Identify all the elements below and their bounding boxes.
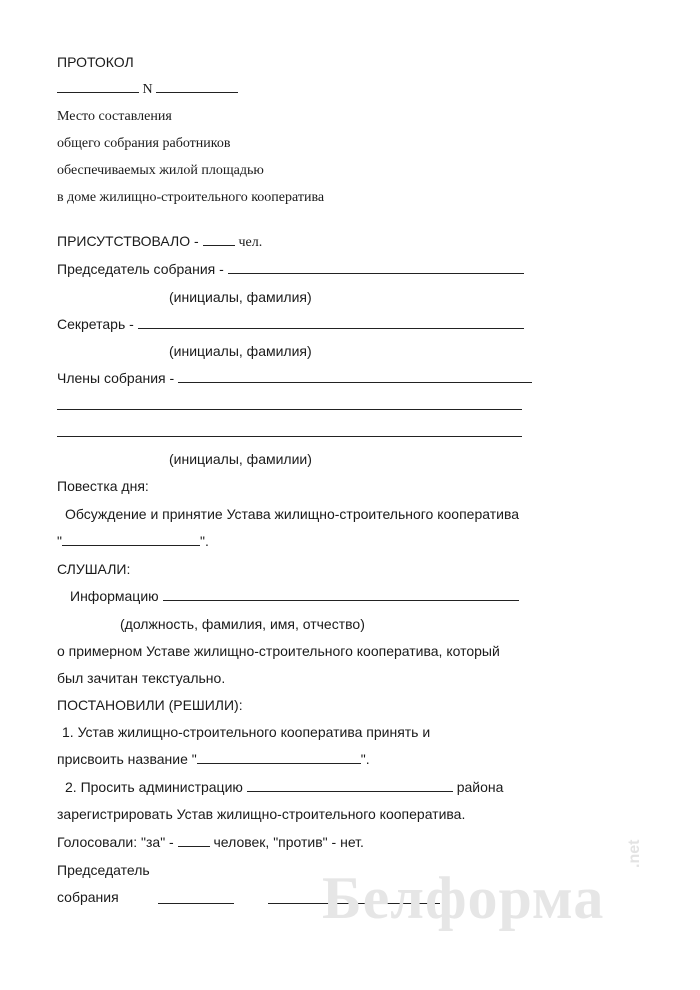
present-unit: чел. xyxy=(238,235,263,250)
document-title: ПРОТОКОЛ xyxy=(57,54,134,70)
place-line-2: общего собрания работников xyxy=(57,136,231,151)
members-blank-2[interactable] xyxy=(57,409,522,410)
chairman-blank[interactable] xyxy=(228,261,524,274)
heard-text-1: о примерном Уставе жилищно-строительного кооператива, который xyxy=(57,643,500,659)
watermark-logo: Белформа xyxy=(322,865,605,931)
decision-1-suffix: ". xyxy=(360,751,370,767)
decision-2-line-1 xyxy=(65,779,503,795)
vote-row xyxy=(57,834,364,850)
agenda-name-row xyxy=(57,533,209,549)
protocol-number-row xyxy=(57,80,238,98)
members-blank-3[interactable] xyxy=(57,436,522,437)
signature-title-2: собрания xyxy=(57,889,119,905)
decision-2-prefix: 2. Просить администрацию xyxy=(65,779,243,795)
decision-1-prefix: присвоить название " xyxy=(57,751,197,767)
secretary-row xyxy=(57,316,524,332)
place-line-3: обеспечиваемых жилой площадью xyxy=(57,163,264,178)
chairman-label: Председатель собрания - xyxy=(57,261,224,277)
heard-text-2: был зачитан текстуально. xyxy=(57,670,226,686)
vote-suffix: человек, "против" - нет. xyxy=(213,834,364,850)
date-blank[interactable] xyxy=(57,80,139,93)
secretary-hint: (инициалы, фамилия) xyxy=(169,343,312,359)
place-line-1: Место составления xyxy=(57,109,172,124)
number-blank[interactable] xyxy=(156,80,238,93)
decided-label: ПОСТАНОВИЛИ (РЕШИЛИ): xyxy=(57,697,243,713)
speaker-blank[interactable] xyxy=(163,588,519,601)
members-blank-1[interactable] xyxy=(178,370,532,383)
heard-info-row xyxy=(70,588,519,604)
watermark-domain: .net xyxy=(626,839,643,868)
votes-for-blank[interactable] xyxy=(178,834,210,847)
decision-2-suffix: района xyxy=(456,779,504,795)
decision-1-line-1: 1. Устав жилищно-строительного кооператива принять и xyxy=(62,724,431,740)
secretary-label: Секретарь - xyxy=(57,316,134,332)
cooperative-name-blank[interactable] xyxy=(62,533,200,546)
heard-info-label: Информацию xyxy=(70,588,159,604)
decision-1-line-2 xyxy=(57,751,370,767)
administration-blank[interactable] xyxy=(247,779,453,792)
vote-prefix: Голосовали: "за" - xyxy=(57,834,174,850)
number-sign: N xyxy=(142,82,153,97)
present-row xyxy=(57,233,262,251)
members-label: Члены собрания - xyxy=(57,370,175,386)
place-line-4: в доме жилищно-строительного кооператива xyxy=(57,190,325,205)
agenda-text: Обсуждение и принятие Устава жилищно-строительного кооператива xyxy=(65,506,520,522)
members-hint: (инициалы, фамилии) xyxy=(169,451,312,467)
chairman-hint: (инициалы, фамилия) xyxy=(169,289,312,305)
heard-hint: (должность, фамилия, имя, отчество) xyxy=(120,616,365,632)
present-count-blank[interactable] xyxy=(203,233,235,246)
agenda-quote-open: " xyxy=(57,533,62,549)
decision-2-line-2: зарегистрировать Устав жилищно-строительного кооператива. xyxy=(57,806,466,822)
signature-blank[interactable] xyxy=(158,903,234,904)
agenda-label: Повестка дня: xyxy=(57,478,149,494)
chairman-row xyxy=(57,261,524,277)
members-row xyxy=(57,370,532,386)
signature-title-1: Председатель xyxy=(57,862,150,878)
agenda-quote-close: ". xyxy=(199,533,209,549)
secretary-blank[interactable] xyxy=(138,316,524,329)
assigned-name-blank[interactable] xyxy=(197,751,361,764)
heard-label: СЛУШАЛИ: xyxy=(57,561,131,577)
present-label: ПРИСУТСТВОВАЛО - xyxy=(57,233,199,249)
